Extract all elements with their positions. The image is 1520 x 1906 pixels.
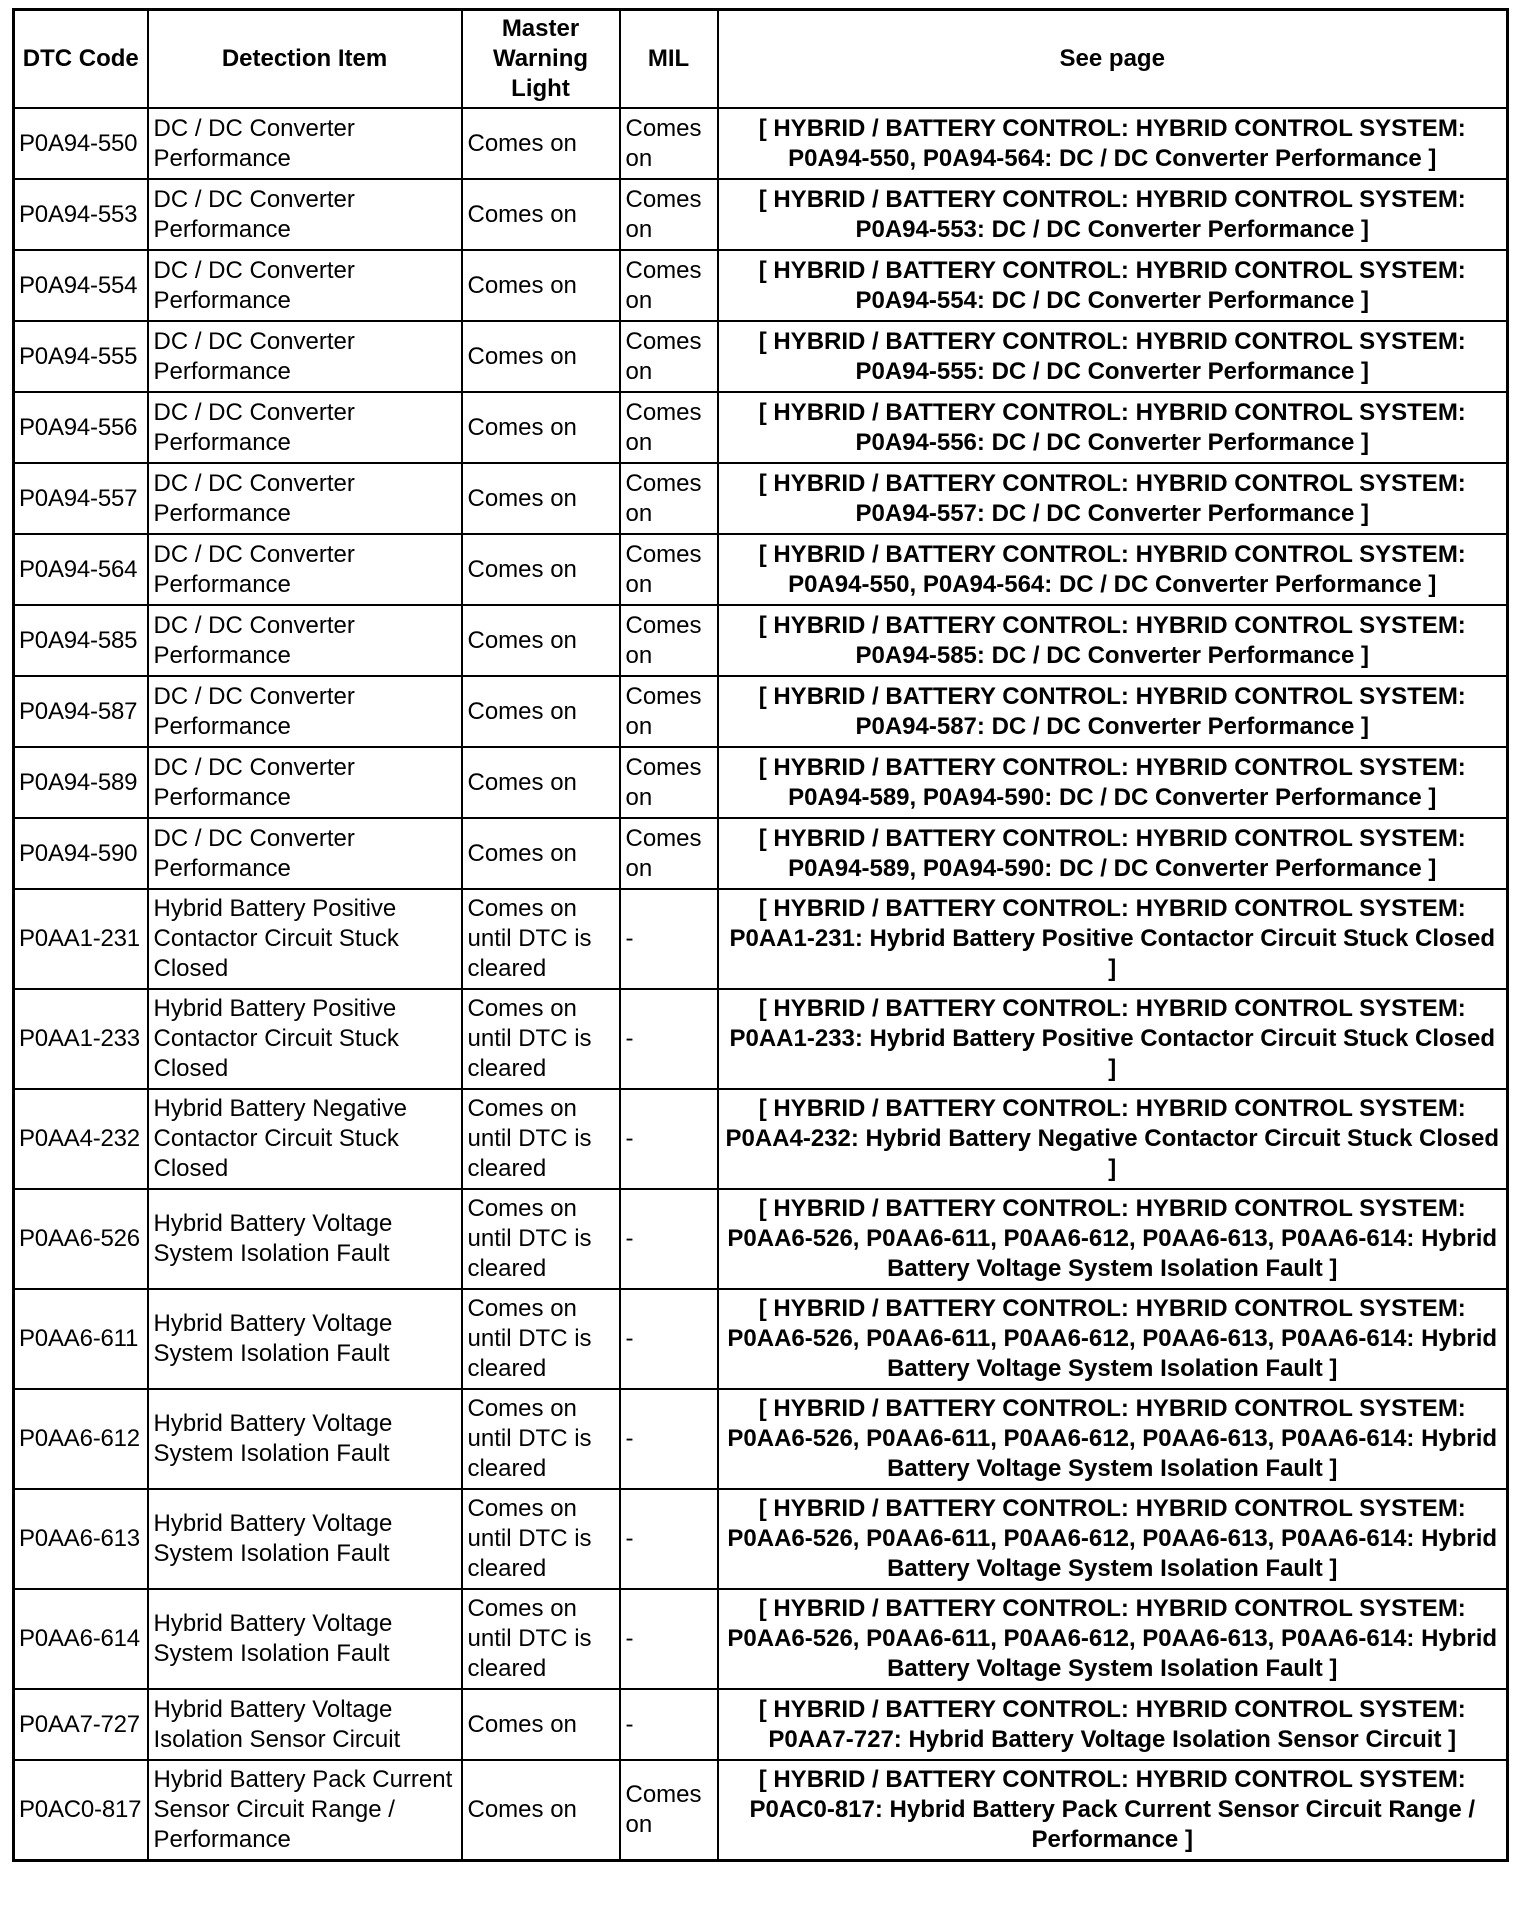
see-page-link[interactable]: [ HYBRID / BATTERY CONTROL: HYBRID CONTROL SYSTEM: P0A94-555: DC / DC Converter Performance ] — [718, 321, 1508, 392]
header-mil: MIL — [620, 10, 718, 109]
mil-cell: Comes on — [620, 1760, 718, 1861]
master-warning-light-cell: Comes on — [462, 534, 620, 605]
dtc-code-cell: P0AA6-611 — [14, 1289, 148, 1389]
mil-cell: Comes on — [620, 463, 718, 534]
dtc-code-cell: P0AA4-232 — [14, 1089, 148, 1189]
detection-item-cell: Hybrid Battery Positive Contactor Circuit Stuck Closed — [148, 889, 462, 989]
see-page-link[interactable]: [ HYBRID / BATTERY CONTROL: HYBRID CONTROL SYSTEM: P0AA6-526, P0AA6-611, P0AA6-612, P0AA6-613, P0AA6-614: Hybrid Battery Voltage System Isolation Fault ] — [718, 1289, 1508, 1389]
mil-cell: Comes on — [620, 676, 718, 747]
mil-cell: - — [620, 1089, 718, 1189]
master-warning-light-cell: Comes on until DTC is cleared — [462, 1489, 620, 1589]
dtc-code-cell: P0AA6-613 — [14, 1489, 148, 1589]
master-warning-light-cell: Comes on — [462, 321, 620, 392]
dtc-code-cell: P0AC0-817 — [14, 1760, 148, 1861]
detection-item-cell: DC / DC Converter Performance — [148, 463, 462, 534]
see-page-link[interactable]: [ HYBRID / BATTERY CONTROL: HYBRID CONTROL SYSTEM: P0AA4-232: Hybrid Battery Negative Contactor Circuit Stuck Closed ] — [718, 1089, 1508, 1189]
master-warning-light-cell: Comes on until DTC is cleared — [462, 989, 620, 1089]
detection-item-cell: Hybrid Battery Voltage Isolation Sensor Circuit — [148, 1689, 462, 1760]
see-page-link[interactable]: [ HYBRID / BATTERY CONTROL: HYBRID CONTROL SYSTEM: P0A94-550, P0A94-564: DC / DC Converter Performance ] — [718, 108, 1508, 179]
mil-cell: Comes on — [620, 321, 718, 392]
master-warning-light-cell: Comes on until DTC is cleared — [462, 1389, 620, 1489]
see-page-link[interactable]: [ HYBRID / BATTERY CONTROL: HYBRID CONTROL SYSTEM: P0A94-554: DC / DC Converter Performance ] — [718, 250, 1508, 321]
dtc-code-cell: P0A94-587 — [14, 676, 148, 747]
see-page-link[interactable]: [ HYBRID / BATTERY CONTROL: HYBRID CONTROL SYSTEM: P0A94-556: DC / DC Converter Performance ] — [718, 392, 1508, 463]
mil-cell: Comes on — [620, 108, 718, 179]
mil-cell: - — [620, 1389, 718, 1489]
dtc-code-cell: P0AA6-526 — [14, 1189, 148, 1289]
master-warning-light-cell: Comes on until DTC is cleared — [462, 1589, 620, 1689]
dtc-code-cell: P0A94-590 — [14, 818, 148, 889]
see-page-link[interactable]: [ HYBRID / BATTERY CONTROL: HYBRID CONTROL SYSTEM: P0A94-587: DC / DC Converter Performance ] — [718, 676, 1508, 747]
detection-item-cell: DC / DC Converter Performance — [148, 392, 462, 463]
detection-item-cell: Hybrid Battery Pack Current Sensor Circuit Range / Performance — [148, 1760, 462, 1861]
detection-item-cell: Hybrid Battery Voltage System Isolation Fault — [148, 1589, 462, 1689]
table-row — [14, 1189, 1508, 1289]
master-warning-light-cell: Comes on — [462, 108, 620, 179]
dtc-code-cell: P0A94-555 — [14, 321, 148, 392]
mil-cell: - — [620, 1489, 718, 1589]
table-row — [14, 1760, 1508, 1861]
mil-cell: Comes on — [620, 818, 718, 889]
table-row — [14, 1489, 1508, 1589]
see-page-link[interactable]: [ HYBRID / BATTERY CONTROL: HYBRID CONTROL SYSTEM: P0AA1-231: Hybrid Battery Positive Contactor Circuit Stuck Closed ] — [718, 889, 1508, 989]
see-page-link[interactable]: [ HYBRID / BATTERY CONTROL: HYBRID CONTROL SYSTEM: P0AA6-526, P0AA6-611, P0AA6-612, P0AA6-613, P0AA6-614: Hybrid Battery Voltage System Isolation Fault ] — [718, 1589, 1508, 1689]
table-row — [14, 889, 1508, 989]
dtc-code-cell: P0AA6-614 — [14, 1589, 148, 1689]
mil-cell: - — [620, 1689, 718, 1760]
master-warning-light-cell: Comes on until DTC is cleared — [462, 1089, 620, 1189]
detection-item-cell: Hybrid Battery Negative Contactor Circuit Stuck Closed — [148, 1089, 462, 1189]
detection-item-cell: DC / DC Converter Performance — [148, 250, 462, 321]
table-row — [14, 1589, 1508, 1689]
table-header-row — [14, 10, 1508, 109]
dtc-table-container — [12, 8, 1506, 1862]
detection-item-cell: Hybrid Battery Positive Contactor Circuit Stuck Closed — [148, 989, 462, 1089]
dtc-code-cell: P0A94-585 — [14, 605, 148, 676]
mil-cell: Comes on — [620, 747, 718, 818]
see-page-link[interactable]: [ HYBRID / BATTERY CONTROL: HYBRID CONTROL SYSTEM: P0A94-553: DC / DC Converter Performance ] — [718, 179, 1508, 250]
table-row — [14, 108, 1508, 179]
master-warning-light-cell: Comes on — [462, 1760, 620, 1861]
detection-item-cell: DC / DC Converter Performance — [148, 108, 462, 179]
master-warning-light-cell: Comes on — [462, 250, 620, 321]
detection-item-cell: Hybrid Battery Voltage System Isolation Fault — [148, 1489, 462, 1589]
mil-cell: Comes on — [620, 392, 718, 463]
dtc-code-cell: P0A94-556 — [14, 392, 148, 463]
mil-cell: Comes on — [620, 605, 718, 676]
detection-item-cell: DC / DC Converter Performance — [148, 818, 462, 889]
detection-item-cell: DC / DC Converter Performance — [148, 534, 462, 605]
table-row — [14, 747, 1508, 818]
header-see-page: See page — [718, 10, 1508, 109]
header-detection-item: Detection Item — [148, 10, 462, 109]
detection-item-cell: DC / DC Converter Performance — [148, 179, 462, 250]
dtc-code-cell: P0A94-554 — [14, 250, 148, 321]
table-row — [14, 676, 1508, 747]
detection-item-cell: DC / DC Converter Performance — [148, 676, 462, 747]
see-page-link[interactable]: [ HYBRID / BATTERY CONTROL: HYBRID CONTROL SYSTEM: P0A94-550, P0A94-564: DC / DC Converter Performance ] — [718, 534, 1508, 605]
mil-cell: - — [620, 1289, 718, 1389]
table-row — [14, 321, 1508, 392]
master-warning-light-cell: Comes on until DTC is cleared — [462, 1189, 620, 1289]
header-master-warning-light: Master Warning Light — [462, 10, 620, 109]
master-warning-light-cell: Comes on — [462, 605, 620, 676]
dtc-code-cell: P0A94-589 — [14, 747, 148, 818]
dtc-code-cell: P0AA1-233 — [14, 989, 148, 1089]
master-warning-light-cell: Comes on — [462, 1689, 620, 1760]
dtc-code-cell: P0AA7-727 — [14, 1689, 148, 1760]
mil-cell: Comes on — [620, 250, 718, 321]
master-warning-light-cell: Comes on — [462, 747, 620, 818]
table-row — [14, 392, 1508, 463]
master-warning-light-cell: Comes on — [462, 676, 620, 747]
table-row — [14, 463, 1508, 534]
table-row — [14, 989, 1508, 1089]
dtc-code-cell: P0AA6-612 — [14, 1389, 148, 1489]
table-row — [14, 1089, 1508, 1189]
dtc-code-cell: P0A94-553 — [14, 179, 148, 250]
mil-cell: - — [620, 889, 718, 989]
table-body — [14, 108, 1508, 1861]
master-warning-light-cell: Comes on until DTC is cleared — [462, 1289, 620, 1389]
see-page-link[interactable]: [ HYBRID / BATTERY CONTROL: HYBRID CONTROL SYSTEM: P0A94-589, P0A94-590: DC / DC Converter Performance ] — [718, 818, 1508, 889]
master-warning-light-cell: Comes on — [462, 463, 620, 534]
table-row — [14, 1289, 1508, 1389]
see-page-link[interactable]: [ HYBRID / BATTERY CONTROL: HYBRID CONTROL SYSTEM: P0A94-585: DC / DC Converter Performance ] — [718, 605, 1508, 676]
mil-cell: Comes on — [620, 179, 718, 250]
mil-cell: Comes on — [620, 534, 718, 605]
table-row — [14, 534, 1508, 605]
master-warning-light-cell: Comes on — [462, 818, 620, 889]
table-row — [14, 179, 1508, 250]
see-page-link[interactable]: [ HYBRID / BATTERY CONTROL: HYBRID CONTROL SYSTEM: P0AA6-526, P0AA6-611, P0AA6-612, P0AA6-613, P0AA6-614: Hybrid Battery Voltage System Isolation Fault ] — [718, 1389, 1508, 1489]
mil-cell: - — [620, 989, 718, 1089]
master-warning-light-cell: Comes on until DTC is cleared — [462, 889, 620, 989]
dtc-table — [12, 8, 1509, 1862]
master-warning-light-cell: Comes on — [462, 179, 620, 250]
detection-item-cell: DC / DC Converter Performance — [148, 605, 462, 676]
table-row — [14, 250, 1508, 321]
table-row — [14, 1389, 1508, 1489]
dtc-code-cell: P0AA1-231 — [14, 889, 148, 989]
see-page-link[interactable]: [ HYBRID / BATTERY CONTROL: HYBRID CONTROL SYSTEM: P0AA6-526, P0AA6-611, P0AA6-612, P0AA6-613, P0AA6-614: Hybrid Battery Voltage System Isolation Fault ] — [718, 1189, 1508, 1289]
see-page-link[interactable]: [ HYBRID / BATTERY CONTROL: HYBRID CONTROL SYSTEM: P0AA7-727: Hybrid Battery Voltage Isolation Sensor Circuit ] — [718, 1689, 1508, 1760]
table-row — [14, 605, 1508, 676]
detection-item-cell: DC / DC Converter Performance — [148, 321, 462, 392]
see-page-link[interactable]: [ HYBRID / BATTERY CONTROL: HYBRID CONTROL SYSTEM: P0AC0-817: Hybrid Battery Pack Current Sensor Circuit Range / Performance ] — [718, 1760, 1508, 1861]
dtc-code-cell: P0A94-564 — [14, 534, 148, 605]
table-row — [14, 818, 1508, 889]
header-dtc-code: DTC Code — [14, 10, 148, 109]
detection-item-cell: Hybrid Battery Voltage System Isolation Fault — [148, 1289, 462, 1389]
table-row — [14, 1689, 1508, 1760]
see-page-link[interactable]: [ HYBRID / BATTERY CONTROL: HYBRID CONTROL SYSTEM: P0A94-589, P0A94-590: DC / DC Converter Performance ] — [718, 747, 1508, 818]
see-page-link[interactable]: [ HYBRID / BATTERY CONTROL: HYBRID CONTROL SYSTEM: P0A94-557: DC / DC Converter Performance ] — [718, 463, 1508, 534]
see-page-link[interactable]: [ HYBRID / BATTERY CONTROL: HYBRID CONTROL SYSTEM: P0AA6-526, P0AA6-611, P0AA6-612, P0AA6-613, P0AA6-614: Hybrid Battery Voltage System Isolation Fault ] — [718, 1489, 1508, 1589]
mil-cell: - — [620, 1589, 718, 1689]
detection-item-cell: Hybrid Battery Voltage System Isolation Fault — [148, 1189, 462, 1289]
master-warning-light-cell: Comes on — [462, 392, 620, 463]
see-page-link[interactable]: [ HYBRID / BATTERY CONTROL: HYBRID CONTROL SYSTEM: P0AA1-233: Hybrid Battery Positive Contactor Circuit Stuck Closed ] — [718, 989, 1508, 1089]
detection-item-cell: Hybrid Battery Voltage System Isolation Fault — [148, 1389, 462, 1489]
detection-item-cell: DC / DC Converter Performance — [148, 747, 462, 818]
dtc-code-cell: P0A94-557 — [14, 463, 148, 534]
mil-cell: - — [620, 1189, 718, 1289]
dtc-code-cell: P0A94-550 — [14, 108, 148, 179]
